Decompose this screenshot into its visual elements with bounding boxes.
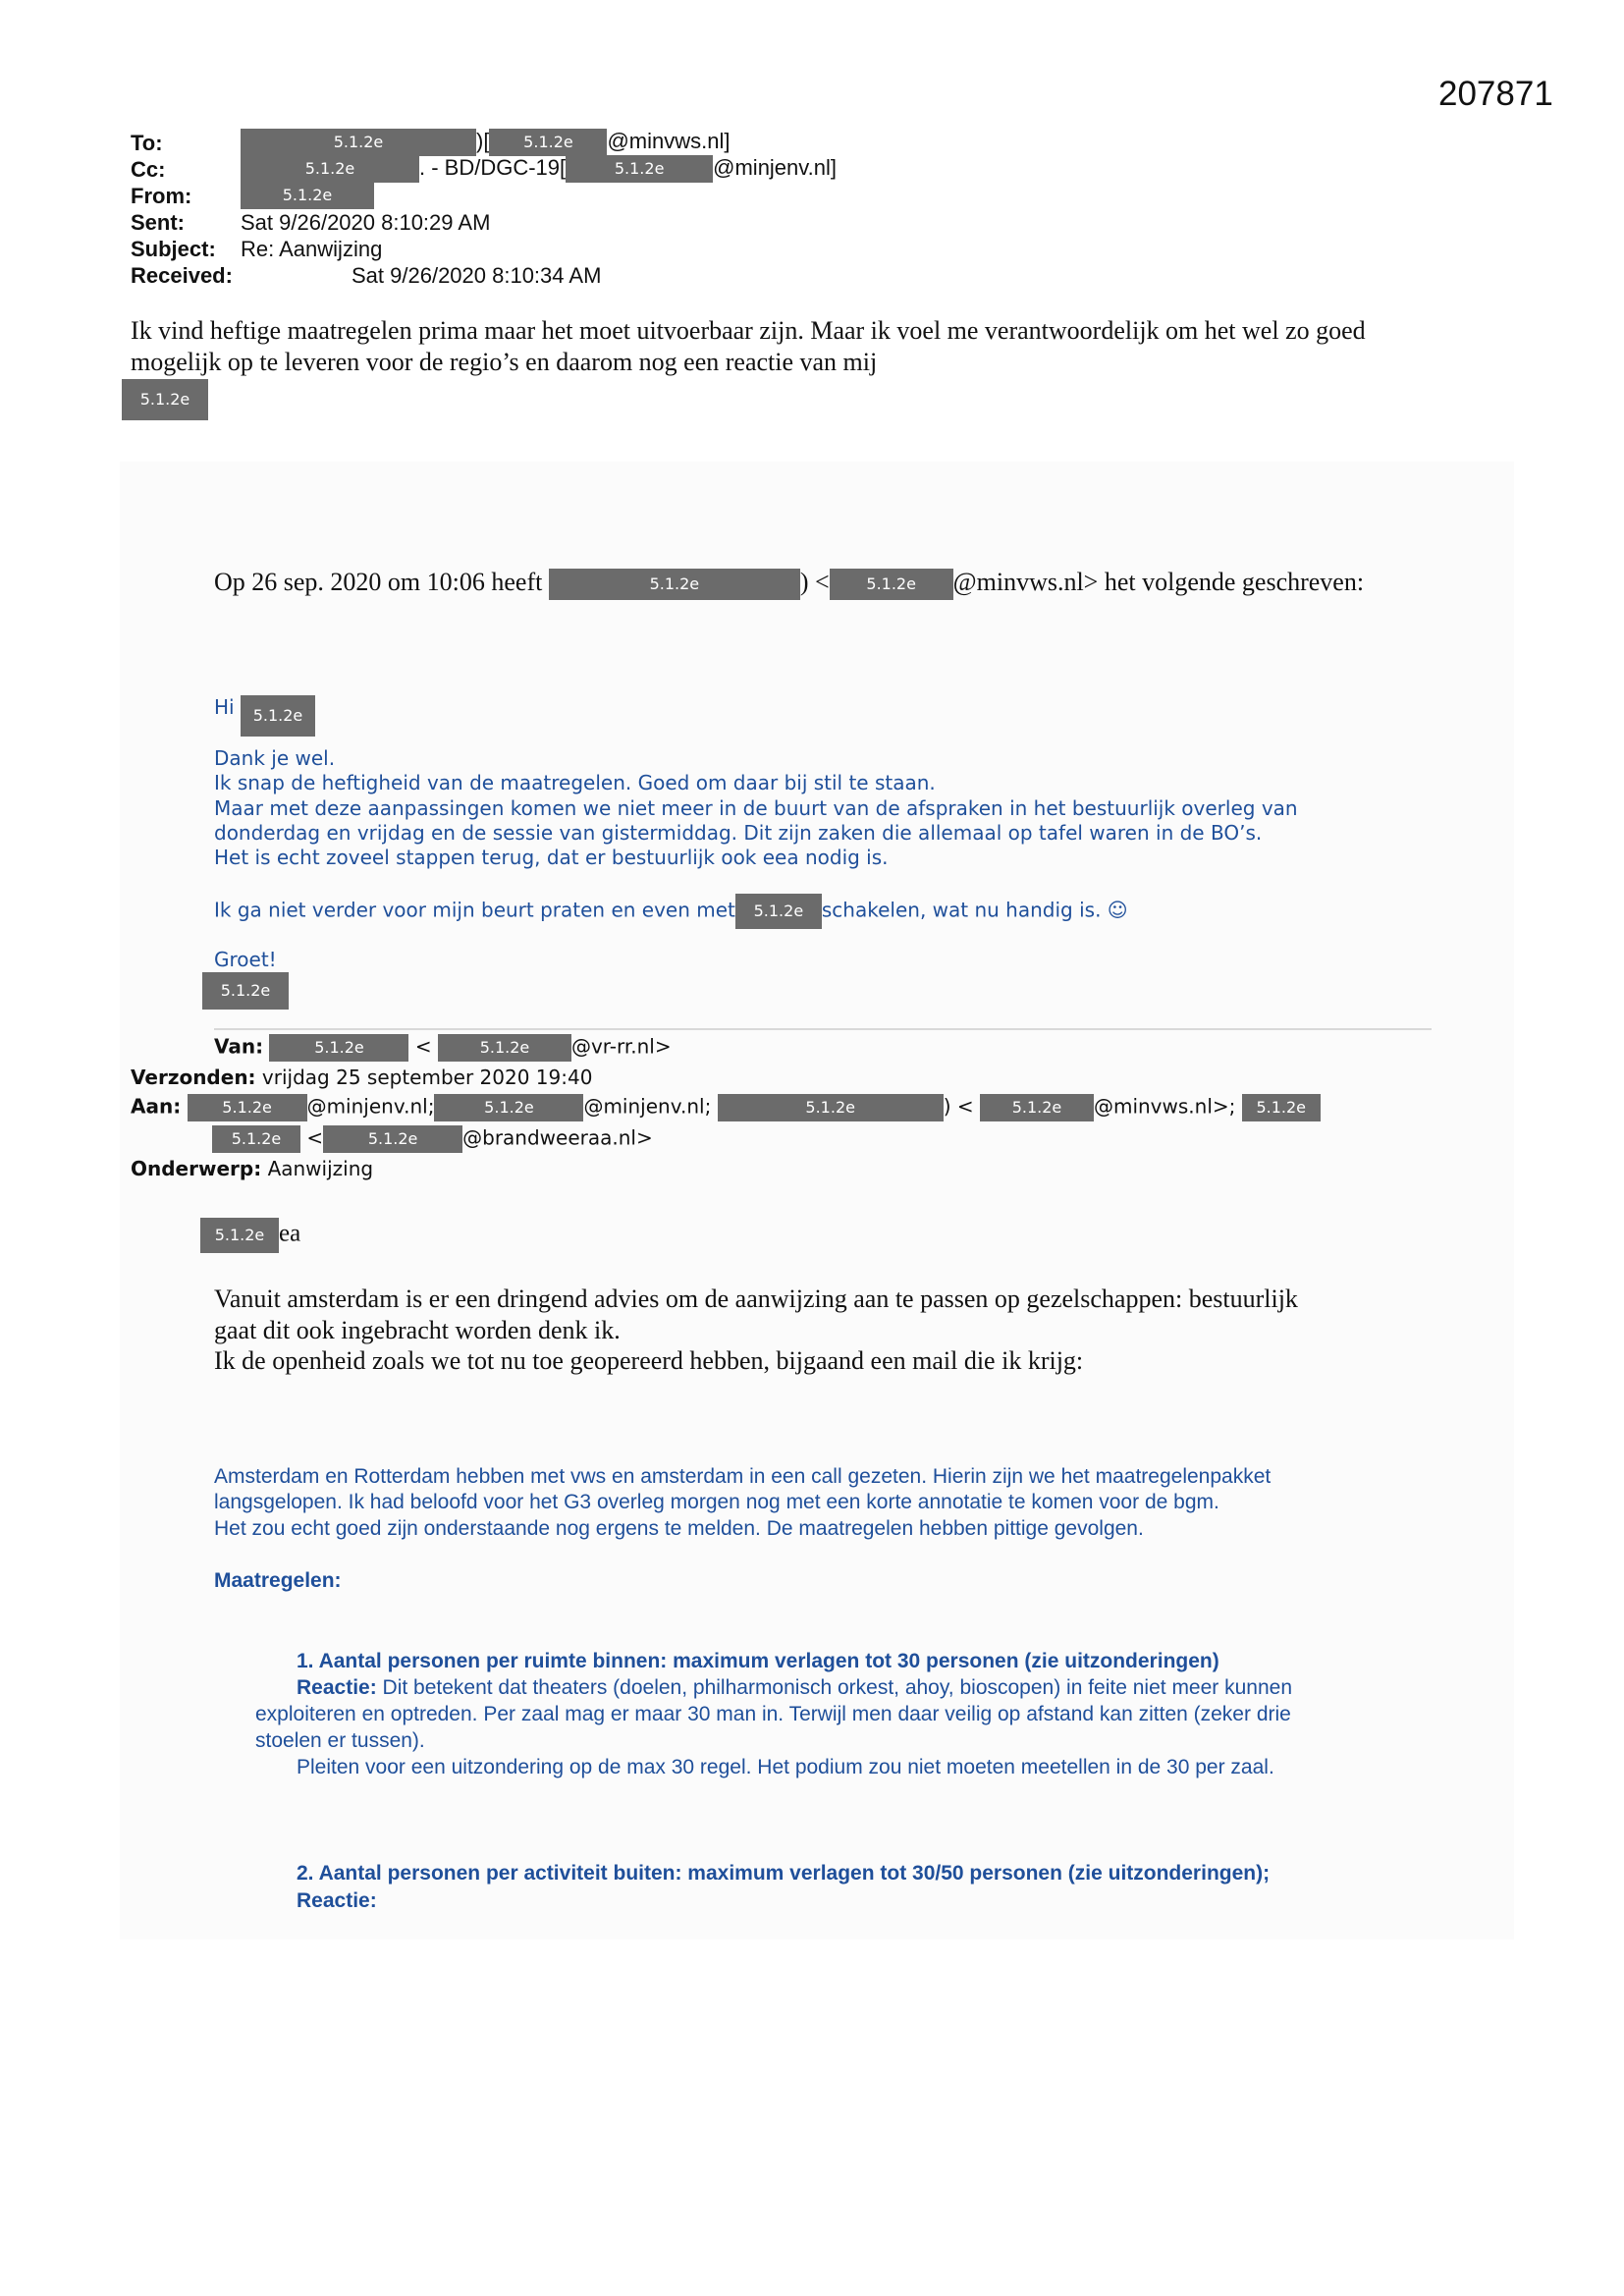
- from-label: From:: [131, 184, 192, 208]
- aan-row-2: [212, 1125, 653, 1153]
- redaction-box: 5.1.2e: [241, 129, 476, 156]
- aan-domain-2: @minjenv.nl;: [583, 1094, 712, 1119]
- message2-salutation: [200, 1218, 300, 1253]
- salutation-suffix: ea: [279, 1220, 301, 1247]
- aan-domain-5: @brandweeraa.nl>: [462, 1125, 653, 1150]
- quote-header: [214, 568, 1364, 600]
- to-close: )[: [476, 129, 490, 153]
- redaction-box: 5.1.2e: [188, 1094, 307, 1121]
- subject-row: [131, 237, 216, 262]
- redaction-box: 5.1.2e: [434, 1094, 583, 1121]
- redaction-box: 5.1.2e: [718, 1094, 944, 1121]
- redaction-box: 5.1.2e: [566, 155, 713, 183]
- verzonden-label: Verzonden:: [131, 1066, 256, 1089]
- to-value: [241, 129, 730, 156]
- aan-domain-1: @minjenv.nl;: [306, 1094, 435, 1119]
- redaction-box: 5.1.2e: [549, 569, 800, 600]
- to-row: [131, 131, 163, 156]
- quote-header-suffix: @minvws.nl> het volgende geschreven:: [952, 568, 1365, 596]
- cc-value: [241, 155, 837, 183]
- redaction-box: 5.1.2e: [830, 569, 953, 600]
- item-2-reactie-label: Reactie:: [297, 1889, 377, 1912]
- subject-label: Subject:: [131, 237, 216, 261]
- reply-redaction: [122, 379, 208, 420]
- quote-header-prefix: Op 26 sep. 2020 om 10:06 heeft: [214, 568, 543, 596]
- aan-row: [131, 1094, 1321, 1121]
- message1-line-1: Dank je wel.: [214, 746, 336, 770]
- subject-value: Re: Aanwijzing: [241, 237, 383, 261]
- divider: [214, 1028, 1432, 1030]
- sent-label: Sent:: [131, 210, 185, 235]
- message1-line-6: [214, 894, 1128, 929]
- van-domain: @vr-rr.nl>: [570, 1034, 672, 1059]
- onderwerp-row: [131, 1157, 373, 1180]
- greeting-text: Hi: [214, 695, 235, 719]
- verzonden-row: [131, 1066, 592, 1089]
- item-2-title: 2. Aantal personen per activiteit buiten: maximum verlagen tot 30/50 personen (zie uitzonderingen);: [297, 1862, 1271, 1885]
- onderwerp-value: Aanwijzing: [267, 1157, 374, 1180]
- message1-line-6a: Ik ga niet verder voor mijn beurt praten en even met: [214, 898, 735, 922]
- onderwerp-label: Onderwerp:: [131, 1157, 262, 1180]
- message1-line-3: Maar met deze aanpassingen komen we niet meer in de buurt van de afspraken in het bestuurlijk overleg van: [214, 796, 1298, 820]
- received-value: Sat 9/26/2020 8:10:34 AM: [352, 263, 602, 288]
- van-label: Van:: [214, 1034, 264, 1059]
- sent-row: [131, 210, 185, 236]
- redaction-box: 5.1.2e: [241, 182, 374, 209]
- aan-domain-4: @minvws.nl>;: [1093, 1094, 1236, 1119]
- cc-label: Cc:: [131, 157, 166, 182]
- item-1-line-4: Pleiten voor een uitzondering op de max 30 regel. Het podium zou niet moeten meetellen in de 30 per zaal.: [297, 1756, 1274, 1778]
- redaction-box: 5.1.2e: [980, 1094, 1094, 1121]
- reply-line-1: Ik vind heftige maatregelen prima maar het moet uitvoerbaar zijn. Maar ik voel me verantwoordelijk om het wel zo goed: [131, 316, 1366, 345]
- message3-line-3: Het zou echt goed zijn onderstaande nog ergens te melden. De maatregelen hebben pittige gevolgen.: [214, 1517, 1144, 1540]
- redaction-box: 5.1.2e: [323, 1125, 462, 1153]
- to-label: To:: [131, 131, 163, 155]
- message3-line-2: langsgelopen. Ik had beloofd voor het G3 overleg morgen nog met een korte annotatie te komen voor de bgm.: [214, 1491, 1219, 1513]
- message2-line-1: Vanuit amsterdam is er een dringend advies om de aanwijzing aan te passen op gezelschappen: bestuurlijk: [214, 1285, 1298, 1313]
- redaction-box: 5.1.2e: [489, 129, 607, 156]
- from-value: [241, 182, 374, 209]
- item-1-reactie-text: Dit betekent dat theaters (doelen, philharmonisch orkest, ahoy, bioscopen) in feite niet meer kunnen: [376, 1676, 1293, 1699]
- message1-line-4: donderdag en vrijdag en de sessie van gistermiddag. Dit zijn zaken die allemaal op tafel waren in de BO’s.: [214, 821, 1263, 845]
- van-lt: <: [414, 1034, 432, 1059]
- item-1-reactie: [297, 1676, 1292, 1700]
- message3-line-1: Amsterdam en Rotterdam hebben met vws en amsterdam in een call gezeten. Hierin zijn we het maatregelenpakket: [214, 1465, 1272, 1488]
- message1-closing: Groet!: [214, 948, 277, 971]
- redaction-box: 5.1.2e: [735, 894, 822, 929]
- from-row: [131, 184, 191, 209]
- redaction-box: 5.1.2e: [269, 1034, 408, 1062]
- maatregelen-heading: Maatregelen:: [214, 1569, 342, 1592]
- item-1-line-2: exploiteren en optreden. Per zaal mag er maar 30 man in. Terwijl men daar veilig op afstand kan zitten (zeker drie: [255, 1703, 1291, 1725]
- redaction-box: 5.1.2e: [241, 155, 419, 183]
- cc-mid: . - BD/DGC-19[: [419, 155, 567, 180]
- aan-domain-3: ) <: [943, 1094, 974, 1119]
- received-label: Received:: [131, 263, 233, 288]
- aan-label: Aan:: [131, 1094, 182, 1119]
- quote-header-mid: ) <: [799, 568, 830, 596]
- message1-signature: [202, 972, 289, 1010]
- sent-value: Sat 9/26/2020 8:10:29 AM: [241, 210, 491, 235]
- message2-line-3: Ik de openheid zoals we tot nu toe geopereerd hebben, bijgaand een mail die ik krijg:: [214, 1346, 1084, 1375]
- redaction-box: 5.1.2e: [1242, 1094, 1321, 1121]
- redaction-box: 5.1.2e: [202, 972, 289, 1010]
- van-row: [214, 1034, 672, 1062]
- message2-line-2: gaat dit ook ingebracht worden denk ik.: [214, 1316, 621, 1344]
- item-1-title: 1. Aantal personen per ruimte binnen: maximum verlagen tot 30 personen (zie uitzonderingen): [297, 1650, 1219, 1672]
- aan-lt: <: [306, 1125, 324, 1150]
- item-1-line-3: stoelen er tussen).: [255, 1729, 425, 1752]
- cc-row: [131, 157, 165, 183]
- cc-domain: @minjenv.nl]: [713, 155, 837, 180]
- message1-line-5: Het is echt zoveel stappen terug, dat er bestuurlijk ook eea nodig is.: [214, 846, 889, 869]
- reply-line-2: mogelijk op te leveren voor de regio’s en daarom nog een reactie van mij: [131, 348, 878, 376]
- to-domain: @minvws.nl]: [607, 129, 731, 153]
- item-1-reactie-label: Reactie:: [297, 1676, 377, 1699]
- message1-greeting: [214, 695, 315, 737]
- redaction-box: 5.1.2e: [241, 695, 315, 737]
- message1-line-2: Ik snap de heftigheid van de maatregelen. Goed om daar bij stil te staan.: [214, 771, 936, 794]
- redaction-box: 5.1.2e: [438, 1034, 571, 1062]
- received-row: [131, 263, 233, 289]
- document-number: 207871: [1438, 75, 1553, 113]
- redaction-box: 5.1.2e: [200, 1218, 279, 1253]
- redaction-box: 5.1.2e: [122, 379, 208, 420]
- verzonden-value: vrijdag 25 september 2020 19:40: [261, 1066, 593, 1089]
- message1-line-6b: schakelen, wat nu handig is. ☺: [821, 898, 1128, 922]
- redaction-box: 5.1.2e: [212, 1125, 300, 1153]
